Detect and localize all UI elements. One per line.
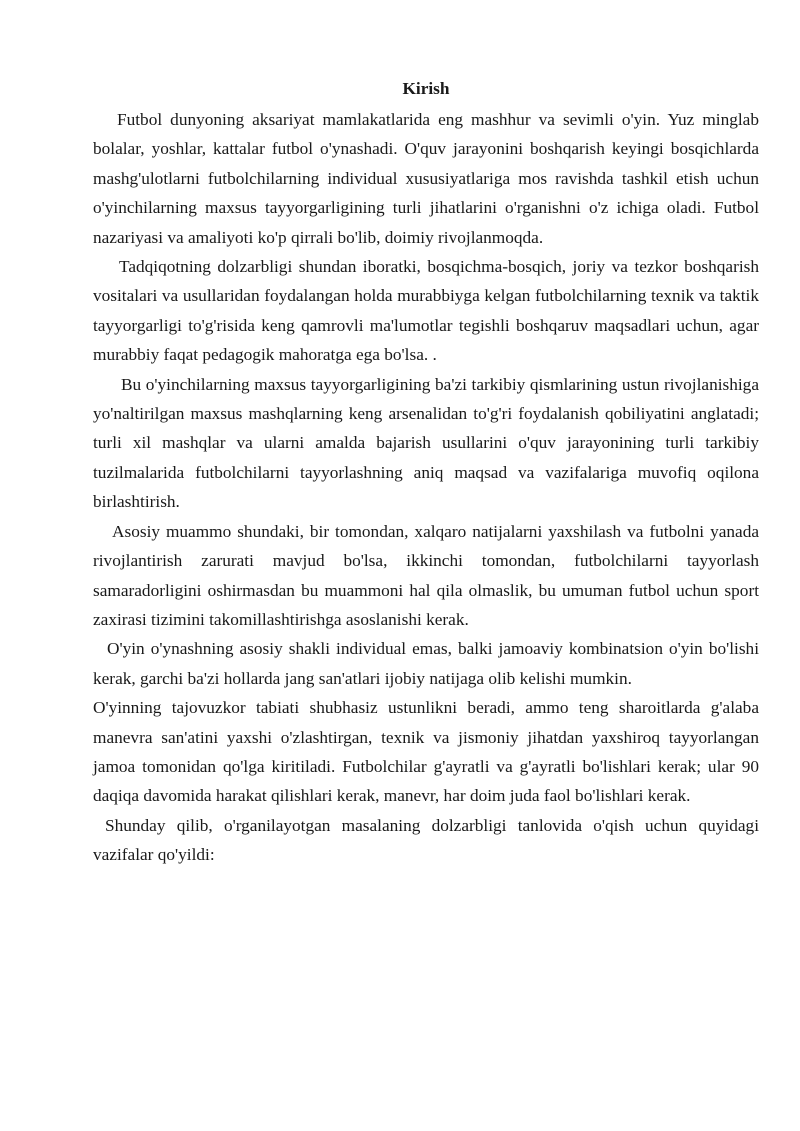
paragraph-tasks: Shunday qilib, o'rganilayotgan masalaning dolzarbligi tanlovida o'qish uchun quyidagi vazifalar qo'yildi: — [93, 815, 759, 865]
paragraph-intro: Futbol dunyoning aksariyat mamlakatlarida eng mashhur va sevimli o'yin. Yuz minglab bolalar, yoshlar, kattalar futbol o'ynashadi. O'quv jarayonini boshqarish keyingi bosqichlarda mashg'ulotlarni futbolchilarning individual xususiyatlariga mos ravishda tashkil etish uchun o'yinchilarning maxsus tayyorgarligining turli jihatlarini o'rganishni o'z ichiga oladi. Futbol nazariyasi va amaliyoti ko'p qirrali bo'lib, doimiy rivojlanmoqda. — [93, 110, 759, 247]
paragraph-special-training: Bu o'yinchilarning maxsus tayyorgarligining ba'zi tarkibiy qismlarining ustun rivojlanishiga yo'naltirilgan maxsus mashqlarning keng arsenalidan to'g'ri foydalanish qobiliyatini anglatadi; turli xil mashqlar va ularni amalda bajarish usullarini o'quv jarayonining turli tarkibiy tuzilmalarida futbolchilarni tayyorlashning aniq maqsad va vazifalariga muvofiq oqilona birlashtirish. — [93, 374, 759, 512]
document-page — [93, 74, 759, 870]
paragraph-offensive-nature: O'yinning tajovuzkor tabiati shubhasiz ustunlikni beradi, ammo teng sharoitlarda g'alaba manevra san'atini yaxshi o'zlashtirgan, texnik va jismoniy jihatdan yaxshiroq tayyorlangan jamoa tomonidan qo'lga kiritiladi. Futbolchilar g'ayratli va g'ayratli bo'lishlari kerak; ular 90 daqiqa davomida harakat qilishlari kerak, manevr, har doim juda faol bo'lishlari kerak. — [93, 698, 759, 806]
document-title: Kirish — [402, 79, 450, 98]
paragraph-main-problem: Asosiy muammo shundaki, bir tomondan, xalqaro natijalarni yaxshilash va futbolni yanada rivojlantirish zarurati mavjud bo'lsa, ikkinchi tomondan, futbolchilarni tayyorlash samaradorligini oshirmasdan bu muammoni hal qila olmaslik, bu umuman futbol uchun sport zaxirasi tizimini takomillashtirishga asoslanishi kerak. — [93, 521, 759, 629]
paragraph-game-form: O'yin o'ynashning asosiy shakli individual emas, balki jamoaviy kombinatsion o'yin bo'lishi kerak, garchi ba'zi hollarda jang san'atlari ijobiy natijaga olib kelishi mumkin. — [93, 639, 759, 688]
paragraph-relevance: Tadqiqotning dolzarbligi shundan iboratki, bosqichma-bosqich, joriy va tezkor boshqarish vositalari va usullaridan foydalangan holda murabbiyga kelgan futbolchilarning texnik va taktik tayyorgarligi to'g'risida keng qamrovli ma'lumotlar tegishli boshqaruv maqsadlari uchun, agar murabbiy faqat pedagogik mahoratga ega bo'lsa. . — [93, 257, 759, 365]
